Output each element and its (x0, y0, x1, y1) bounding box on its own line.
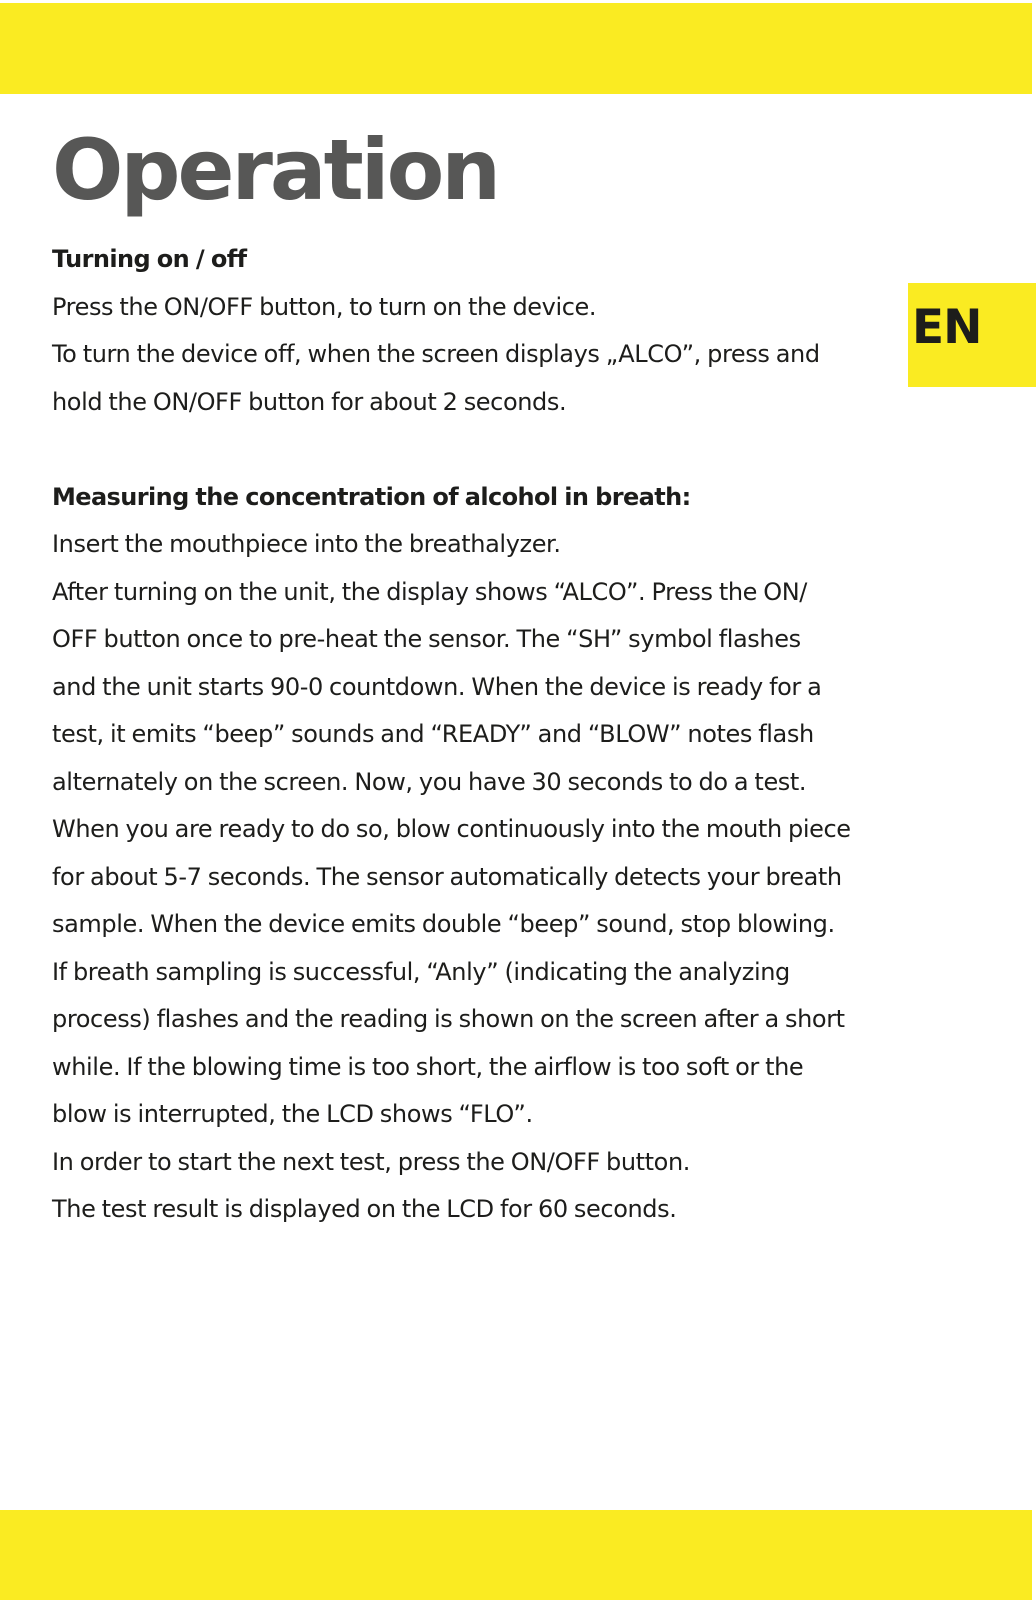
paragraph-line: OFF button once to pre-heat the sensor. The “SH” symbol flashes (52, 625, 801, 653)
paragraph-line: for about 5-7 seconds. The sensor automatically detects your breath (52, 862, 842, 891)
paragraph-line: In order to start the next test, press the ON/OFF button. (52, 1147, 690, 1176)
paragraph-line: alternately on the screen. Now, you have 30 seconds to do a test. (52, 767, 807, 796)
paragraph-line: while. If the blowing time is too short, the airflow is too soft or the (52, 1052, 804, 1081)
paragraph-line: Press the ON/OFF button, to turn on the device. (52, 292, 597, 321)
paragraph-line: hold the ON/OFF button for about 2 seconds. (52, 387, 567, 416)
page-title: Operation (52, 121, 499, 219)
language-tab-label: EN (912, 300, 982, 355)
top-accent-band (0, 3, 1032, 94)
bottom-accent-band (0, 1510, 1032, 1600)
paragraph-line: If breath sampling is successful, “Anly” (indicating the analyzing (52, 957, 790, 986)
paragraph-line: To turn the device off, when the screen displays „ALCO”, press and (52, 340, 820, 368)
paragraph-line: and the unit starts 90-0 countdown. When the device is ready for a (52, 672, 822, 701)
paragraph-line: process) flashes and the reading is shown on the screen after a short (52, 1005, 845, 1033)
page-content (52, 236, 902, 1234)
paragraph-line: When you are ready to do so, blow continuously into the mouth piece (52, 815, 851, 843)
section-spacer (52, 426, 902, 474)
language-tab (908, 283, 1036, 387)
paragraph-line: blow is interrupted, the LCD shows “FLO”. (52, 1100, 533, 1128)
section-heading-turning-on-off: Turning on / off (52, 245, 247, 273)
paragraph-line: The test result is displayed on the LCD for 60 seconds. (52, 1195, 677, 1223)
section-heading-measuring: Measuring the concentration of alcohol in breath: (52, 482, 691, 511)
paragraph-line: test, it emits “beep” sounds and “READY” and “BLOW” notes flash (52, 720, 814, 748)
paragraph-line: sample. When the device emits double “beep” sound, stop blowing. (52, 910, 835, 938)
paragraph-line: After turning on the unit, the display shows “ALCO”. Press the ON/ (52, 577, 807, 606)
paragraph-line: Insert the mouthpiece into the breathalyzer. (52, 530, 561, 558)
